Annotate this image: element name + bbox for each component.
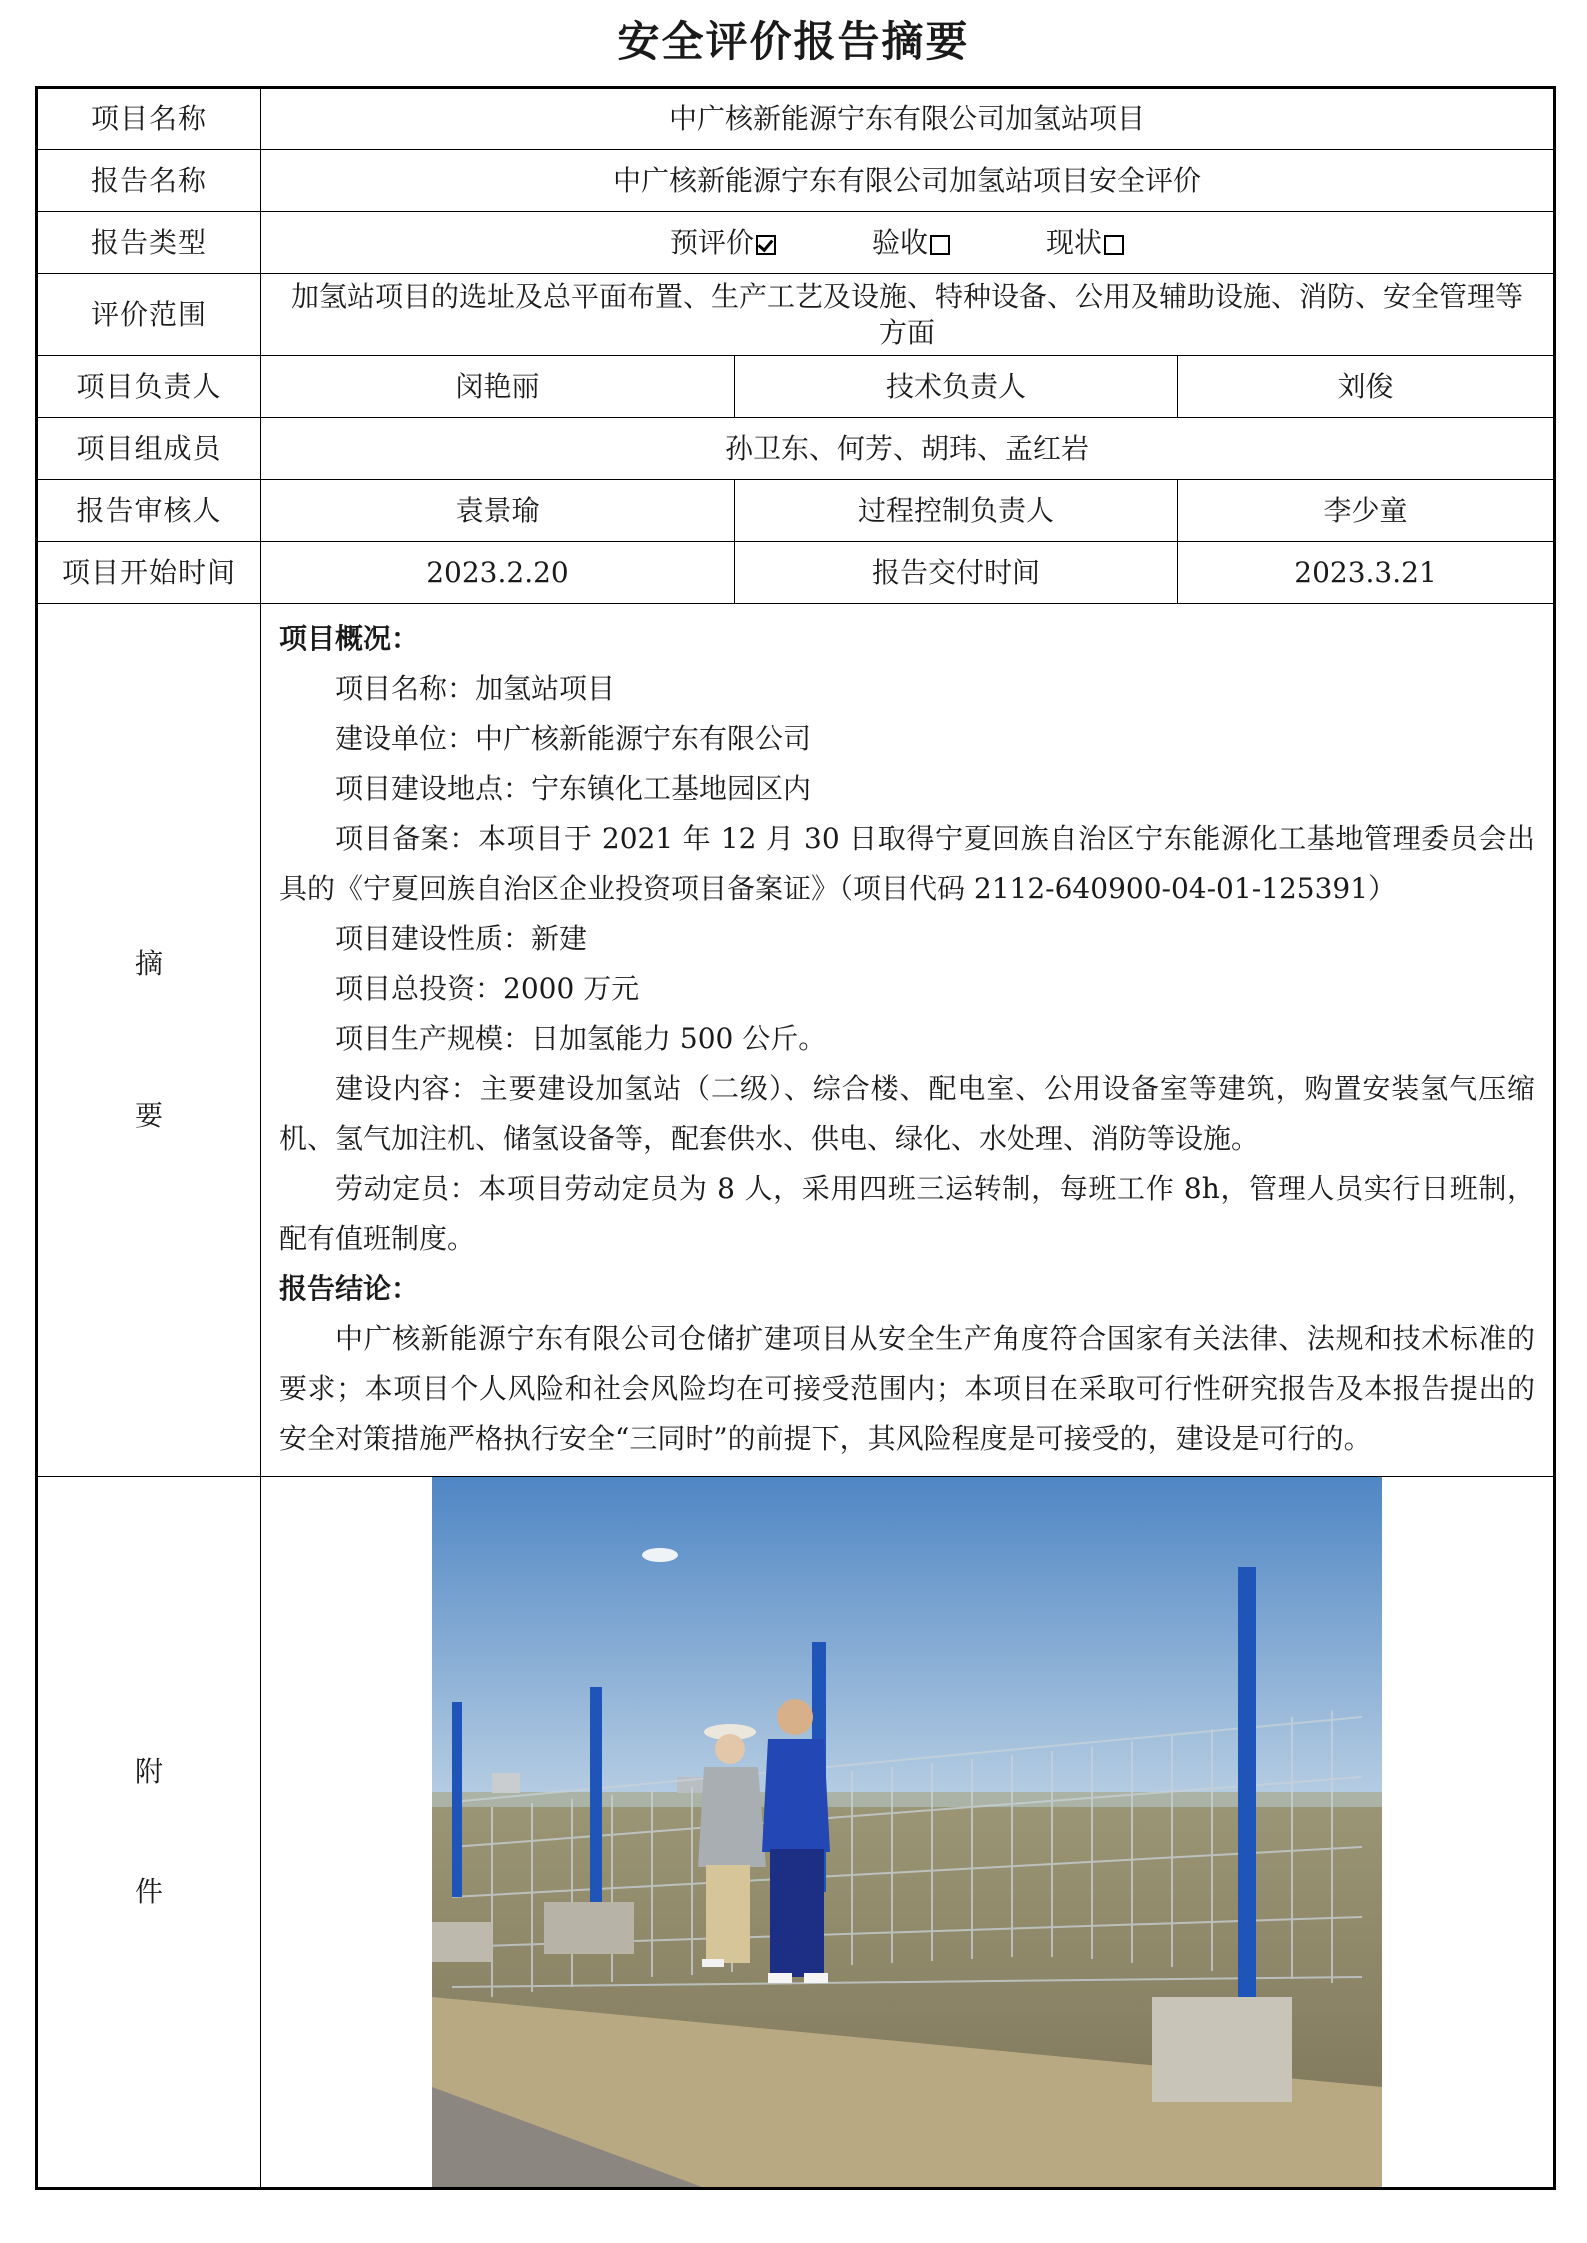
attachment-label-char: 件 xyxy=(134,1875,163,1908)
summary-label xyxy=(37,604,261,1477)
process-leader-label: 过程控制负责人 xyxy=(735,480,1178,542)
conclusion-heading: 报告结论： xyxy=(279,1272,420,1305)
person-right xyxy=(762,1699,830,1983)
row-report-type xyxy=(37,212,1555,274)
report-type-acceptance[interactable] xyxy=(872,227,950,259)
leader-label: 项目负责人 xyxy=(37,356,261,418)
start-date-value: 2023.2.20 xyxy=(261,542,735,604)
process-leader-value: 李少童 xyxy=(1178,480,1555,542)
report-type-current[interactable] xyxy=(1046,227,1124,259)
project-name-label: 项目名称 xyxy=(37,88,261,150)
tech-leader-label: 技术负责人 xyxy=(735,356,1178,418)
attachment-label xyxy=(37,1477,261,2189)
report-name-value: 中广核新能源宁东有限公司加氢站项目安全评价 xyxy=(261,150,1555,212)
report-type-pre[interactable] xyxy=(670,227,776,259)
row-reviewers xyxy=(37,480,1555,542)
attachment-label-char: 附 xyxy=(134,1755,163,1788)
reviewer-label: 报告审核人 xyxy=(37,480,261,542)
start-date-label: 项目开始时间 xyxy=(37,542,261,604)
delivery-date-label: 报告交付时间 xyxy=(735,542,1178,604)
scope-label: 评价范围 xyxy=(37,274,261,356)
report-type-pre-label: 预评价 xyxy=(669,225,754,259)
leader-value: 闵艳丽 xyxy=(261,356,735,418)
overview-line: 劳动定员：本项目劳动定员为 8 人，采用四班三运转制，每班工作 8h，管理人员实行日班制，配有值班制度。 xyxy=(279,1172,1536,1255)
row-dates xyxy=(37,542,1555,604)
project-name-value: 中广核新能源宁东有限公司加氢站项目 xyxy=(261,88,1555,150)
report-name-label: 报告名称 xyxy=(37,150,261,212)
row-project-name xyxy=(37,88,1555,150)
overview-line: 建设单位：中广核新能源宁东有限公司 xyxy=(335,722,812,755)
report-type-label: 报告类型 xyxy=(37,212,261,274)
summary-label-char: 要 xyxy=(134,1099,163,1132)
report-type-options xyxy=(261,212,1555,274)
overview-line: 项目总投资：2000 万元 xyxy=(335,972,640,1005)
row-summary xyxy=(37,604,1555,1477)
row-scope xyxy=(37,274,1555,356)
delivery-date-value: 2023.3.21 xyxy=(1178,542,1555,604)
members-label: 项目组成员 xyxy=(37,418,261,480)
summary-body xyxy=(261,604,1555,1477)
members-value: 孙卫东、何芳、胡玮、孟红岩 xyxy=(261,418,1555,480)
summary-table xyxy=(35,86,1556,2190)
report-type-current-label: 现状 xyxy=(1046,225,1103,259)
overview-line: 项目生产规模：日加氢能力 500 公斤。 xyxy=(335,1022,827,1055)
checkbox-unchecked-icon[interactable] xyxy=(930,235,950,255)
scope-value: 加氢站项目的选址及总平面布置、生产工艺及设施、特种设备、公用及辅助设施、消防、安全管理等方面 xyxy=(261,274,1555,356)
document-title: 安全评价报告摘要 xyxy=(617,17,970,66)
overview-line: 项目备案：本项目于 2021 年 12 月 30 日取得宁夏回族自治区宁东能源化工基地管理委员会出具的《宁夏回族自治区企业投资项目备案证》（项目代码 2112-640900-04-01-125391） xyxy=(279,822,1536,905)
tech-leader-value: 刘俊 xyxy=(1178,356,1555,418)
overview-line: 建设内容：主要建设加氢站（二级）、综合楼、配电室、公用设备室等建筑，购置安装氢气压缩机、氢气加注机、储氢设备等，配套供水、供电、绿化、水处理、消防等设施。 xyxy=(279,1072,1536,1155)
row-leaders xyxy=(37,356,1555,418)
summary-label-char: 摘 xyxy=(134,947,163,980)
row-attachment xyxy=(37,1477,1555,2189)
checkbox-unchecked-icon[interactable] xyxy=(1104,235,1124,255)
checkbox-checked-icon[interactable] xyxy=(756,235,776,255)
reviewer-value: 袁景瑜 xyxy=(261,480,735,542)
overview-heading: 项目概况： xyxy=(279,622,420,655)
overview-line: 项目名称：加氢站项目 xyxy=(335,672,616,705)
row-report-name xyxy=(37,150,1555,212)
attachment-photo-cell xyxy=(261,1477,1555,2189)
overview-line: 项目建设地点：宁东镇化工基地园区内 xyxy=(335,772,812,805)
row-members xyxy=(37,418,1555,480)
conclusion-text: 中广核新能源宁东有限公司仓储扩建项目从安全生产角度符合国家有关法律、法规和技术标准的要求；本项目个人风险和社会风险均在可接受范围内；本项目在采取可行性研究报告及本报告提出的安全对策措施严格执行安全“三同时”的前提下，其风险程度是可接受的，建设是可行的。 xyxy=(279,1322,1536,1455)
overview-line: 项目建设性质：新建 xyxy=(335,922,588,955)
site-photo xyxy=(432,1477,1382,2187)
report-type-acceptance-label: 验收 xyxy=(872,225,929,259)
